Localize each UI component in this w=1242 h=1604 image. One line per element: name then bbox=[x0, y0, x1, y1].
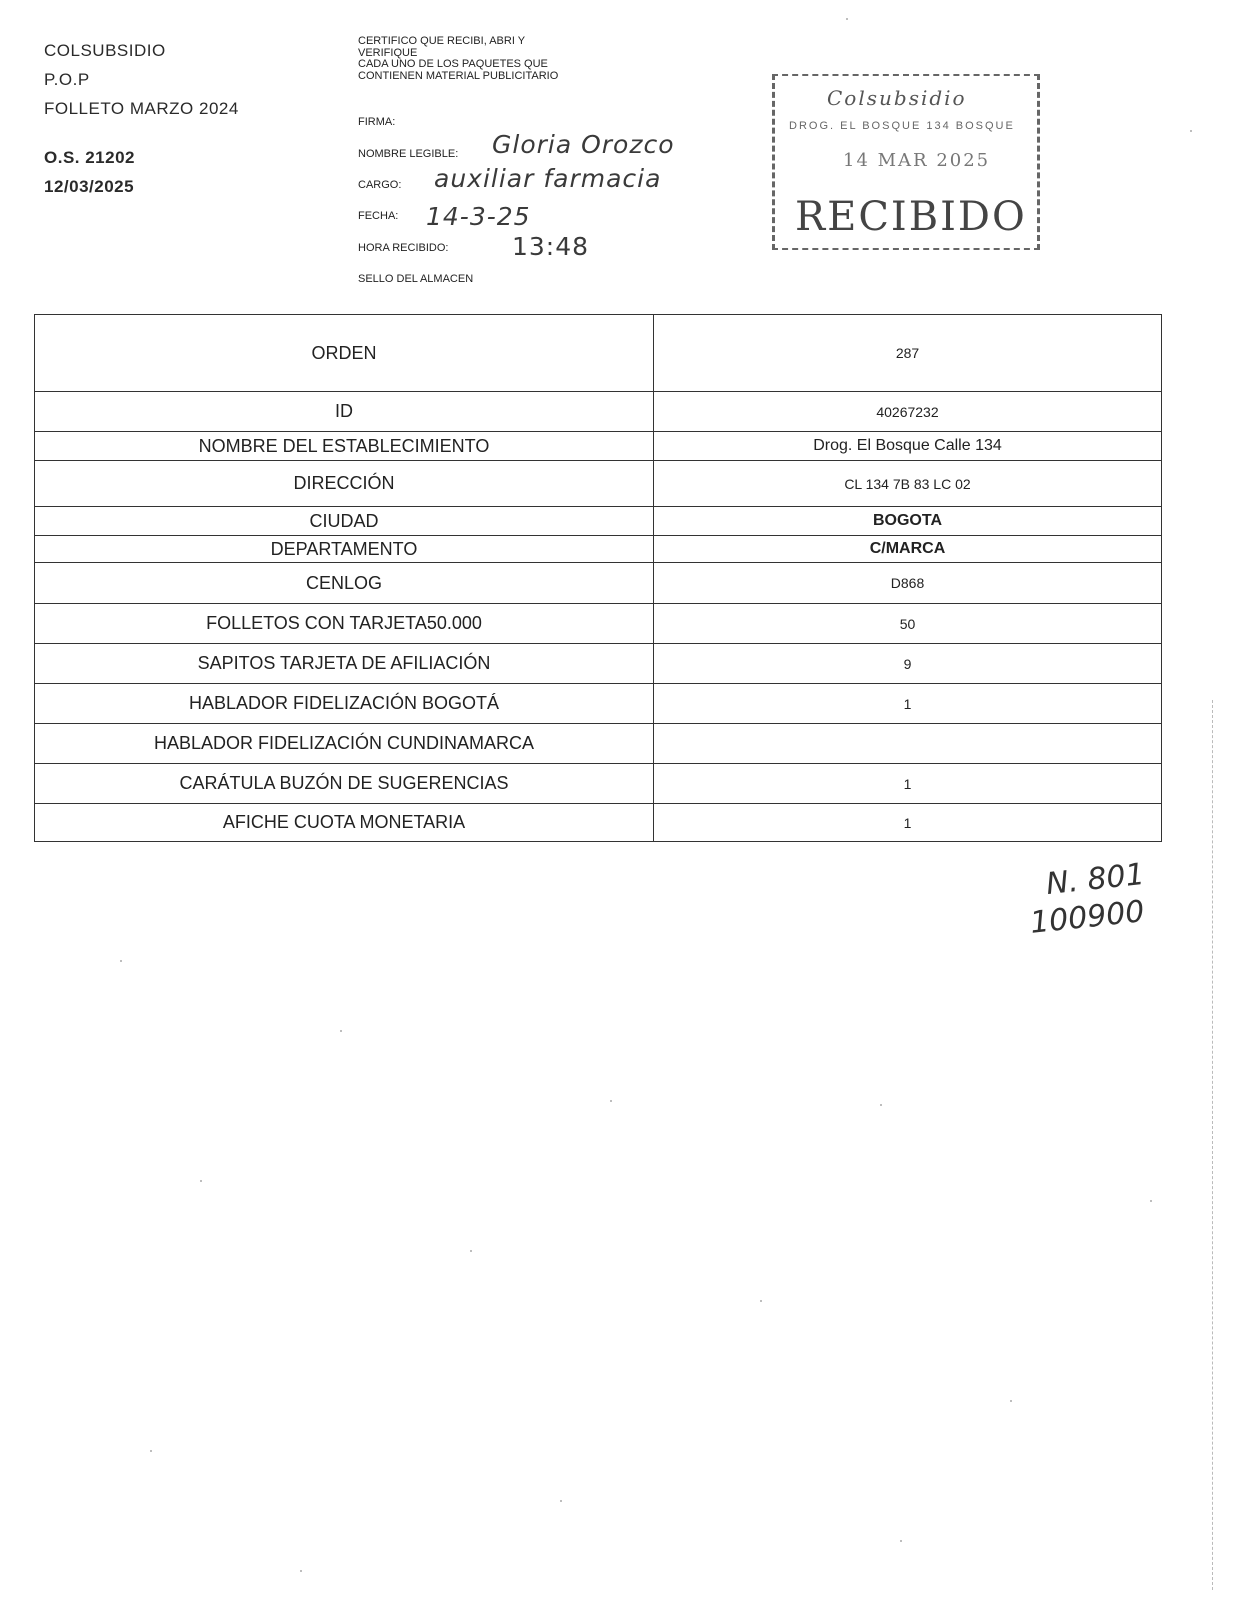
table-row bbox=[35, 507, 1162, 536]
scan-speck bbox=[900, 1540, 902, 1542]
certificate-line: CADA UNO DE LOS PAQUETES QUE bbox=[358, 58, 548, 70]
scan-speck bbox=[1010, 1400, 1012, 1402]
scan-edge-artifact bbox=[1212, 700, 1213, 1590]
row-key: HABLADOR FIDELIZACIÓN BOGOTÁ bbox=[35, 684, 654, 724]
scan-speck bbox=[120, 960, 122, 962]
scan-speck bbox=[300, 1570, 302, 1572]
certificate-text bbox=[358, 36, 658, 82]
handwritten-fecha: 14-3-25 bbox=[426, 202, 531, 231]
nombre-label: NOMBRE LEGIBLE: bbox=[358, 148, 459, 160]
row-key: SAPITOS TARJETA DE AFILIACIÓN bbox=[35, 644, 654, 684]
cargo-label: CARGO: bbox=[358, 179, 402, 191]
stamp-date: 14 MAR 2025 bbox=[843, 150, 991, 171]
row-value: BOGOTA bbox=[654, 507, 1162, 536]
row-value: 1 bbox=[654, 804, 1162, 842]
company-name: COLSUBSIDIO bbox=[44, 41, 166, 60]
document-date: 12/03/2025 bbox=[44, 177, 135, 196]
header-left bbox=[44, 36, 239, 201]
table-row bbox=[35, 764, 1162, 804]
certificate-line: VERIFIQUE bbox=[358, 46, 418, 59]
delivery-table bbox=[34, 314, 1162, 842]
row-key: DIRECCIÓN bbox=[35, 461, 654, 507]
row-value: 1 bbox=[654, 764, 1162, 804]
row-key: CIUDAD bbox=[35, 507, 654, 536]
pop-label: P.O.P bbox=[44, 70, 90, 89]
table-row bbox=[35, 392, 1162, 432]
scan-speck bbox=[846, 18, 848, 20]
fecha-label: FECHA: bbox=[358, 210, 399, 222]
scan-speck bbox=[560, 1500, 562, 1502]
handwritten-cargo: auxiliar farmacia bbox=[434, 164, 662, 193]
scan-speck bbox=[150, 1450, 152, 1452]
handwritten-note-line1: N. 801 bbox=[1044, 856, 1147, 903]
scan-speck bbox=[340, 1030, 342, 1032]
row-value: D868 bbox=[654, 563, 1162, 604]
order-service-number: O.S. 21202 bbox=[44, 148, 136, 167]
scan-speck bbox=[200, 1180, 202, 1182]
scan-speck bbox=[1190, 130, 1192, 132]
table-row bbox=[35, 804, 1162, 842]
received-stamp bbox=[772, 74, 1040, 250]
sello-label: SELLO DEL ALMACEN bbox=[358, 273, 474, 285]
table-row bbox=[35, 684, 1162, 724]
row-value: Drog. El Bosque Calle 134 bbox=[654, 432, 1162, 461]
row-value: 9 bbox=[654, 644, 1162, 684]
table-row bbox=[35, 315, 1162, 392]
hora-label: HORA RECIBIDO: bbox=[358, 242, 449, 254]
row-value: CL 134 7B 83 LC 02 bbox=[654, 461, 1162, 507]
row-key: DEPARTAMENTO bbox=[35, 536, 654, 563]
certificate-line: CERTIFICO QUE RECIBI, ABRI Y bbox=[358, 35, 526, 47]
stamp-label: RECIBIDO bbox=[795, 194, 1027, 240]
row-value: 287 bbox=[654, 315, 1162, 392]
row-key: CENLOG bbox=[35, 563, 654, 604]
stamp-store: DROG. EL BOSQUE 134 BOSQUE bbox=[789, 120, 1015, 132]
scan-speck bbox=[880, 1104, 882, 1106]
scan-speck bbox=[760, 1300, 762, 1302]
row-key: ORDEN bbox=[35, 315, 654, 392]
row-key: NOMBRE DEL ESTABLECIMIENTO bbox=[35, 432, 654, 461]
certificate-line: CONTIENEN MATERIAL PUBLICITARIO bbox=[358, 69, 559, 82]
handwritten-note-line2: 100900 bbox=[1028, 894, 1147, 941]
row-key: HABLADOR FIDELIZACIÓN CUNDINAMARCA bbox=[35, 724, 654, 764]
row-key: FOLLETOS CON TARJETA50.000 bbox=[35, 604, 654, 644]
row-key: CARÁTULA BUZÓN DE SUGERENCIAS bbox=[35, 764, 654, 804]
table-row bbox=[35, 644, 1162, 684]
scan-speck bbox=[470, 1250, 472, 1252]
row-key: ID bbox=[35, 392, 654, 432]
stamp-brand: Colsubsidio bbox=[827, 86, 967, 110]
scan-speck bbox=[610, 1100, 612, 1102]
scan-speck bbox=[1150, 1200, 1152, 1202]
table-row bbox=[35, 724, 1162, 764]
row-key: AFICHE CUOTA MONETARIA bbox=[35, 804, 654, 842]
table-row bbox=[35, 563, 1162, 604]
row-value: 50 bbox=[654, 604, 1162, 644]
row-value bbox=[654, 724, 1162, 764]
firma-label: FIRMA: bbox=[358, 116, 396, 128]
table-row bbox=[35, 461, 1162, 507]
table-row bbox=[35, 432, 1162, 461]
row-value: C/MARCA bbox=[654, 536, 1162, 563]
handwritten-hora: 13:48 bbox=[512, 232, 590, 261]
row-value: 40267232 bbox=[654, 392, 1162, 432]
table-row bbox=[35, 604, 1162, 644]
handwritten-name: Gloria Orozco bbox=[492, 130, 675, 159]
row-value: 1 bbox=[654, 684, 1162, 724]
folleto-label: FOLLETO MARZO 2024 bbox=[44, 99, 239, 118]
table-row bbox=[35, 536, 1162, 563]
